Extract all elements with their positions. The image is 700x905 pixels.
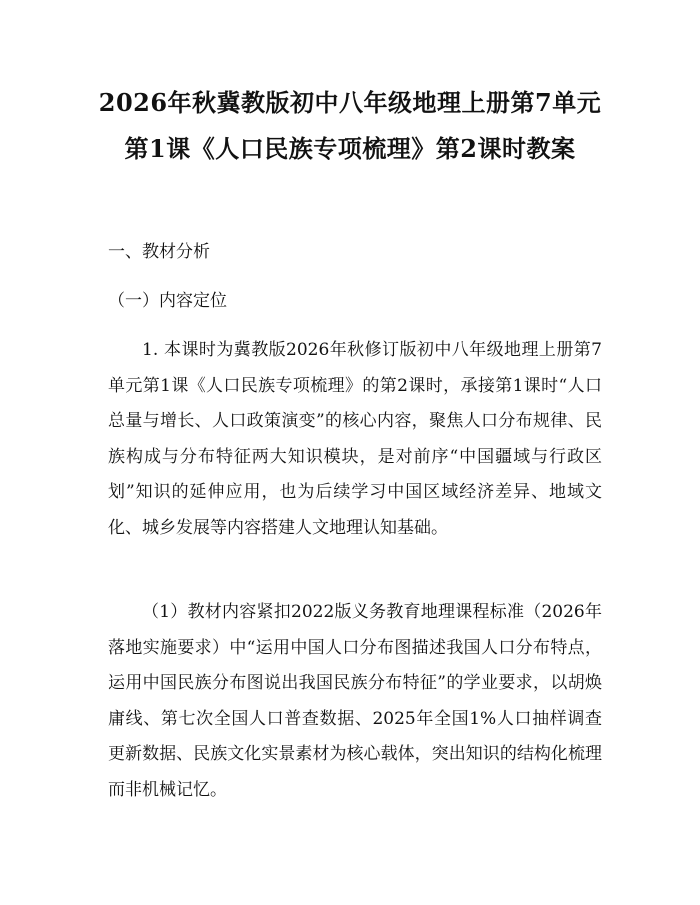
subsection-heading: （一）内容定位 [108, 291, 227, 311]
document-title: 2026年秋冀教版初中八年级地理上册第7单元第1课《人口民族专项梳理》第2课时教案 [98, 88, 602, 163]
paragraph-1: 1. 本课时为冀教版2026年秋修订版初中八年级地理上册第7单元第1课《人口民族专项梳理》的第2课时，承接第1课时“人口总量与增长、人口政策演变”的核心内容，聚焦人口分布规律、民族构成与分布特征两大知识模块，是对前序“中国疆域与行政区划”知识的延伸应用，也为后续学习中国区域经济差异、地域文化、城乡发展等内容搭建人文地理认知基础。 [108, 340, 602, 538]
paragraph-2: （1）教材内容紧扣2022版义务教育地理课程标准（2026年落地实施要求）中“运用中国人口分布图描述我国人口分布特点，运用中国民族分布图说出我国民族分布特征”的学业要求，以胡焕庸线、第七次全国人口普查数据、2025年全国1%人口抽样调查更新数据、民族文化实景素材为核心载体，突出知识的结构化梳理而非机械记忆。 [108, 602, 602, 800]
section-heading: 一、教材分析 [108, 242, 210, 262]
